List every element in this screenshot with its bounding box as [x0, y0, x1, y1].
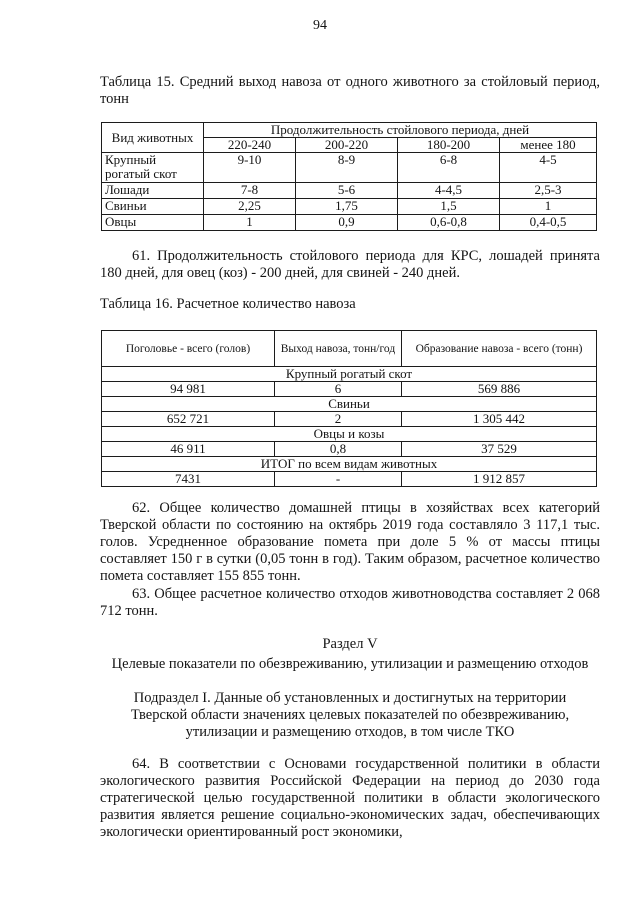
table16-cell: 6 — [275, 382, 402, 397]
table16-cell: 569 886 — [402, 382, 597, 397]
table16-cell: 7431 — [102, 472, 275, 487]
table15-cell: 1,5 — [398, 199, 500, 215]
table16-cell: 46 911 — [102, 442, 275, 457]
table16-cell: 652 721 — [102, 412, 275, 427]
table15-caption: Таблица 15. Средний выход навоза от одного животного за стойловый период, тонн — [100, 74, 600, 107]
table-row — [102, 472, 597, 487]
paragraph-61: 61. Продолжительность стойлового периода для КРС, лошадей принята 180 дней, для овец (коз) - 200 дней, для свиней - 240 дней. — [100, 248, 600, 281]
table15-period: менее 180 — [500, 138, 597, 153]
table16-cell: 0,8 — [275, 442, 402, 457]
table15-cell: 1,75 — [296, 199, 398, 215]
table16 — [101, 330, 597, 487]
table15-cell: 2,25 — [204, 199, 296, 215]
paragraph-64: 64. В соответствии с Основами государственной политики в области экологического развития Российской Федерации на период до 2030 года стратегической целью государственной политики в области экологического развития является решение социально-экономических задач, обеспечивающих экологически ориентированный рост экономики, — [100, 756, 600, 840]
table15-header-period: Продолжительность стойлового периода, дней — [204, 123, 597, 138]
table-row — [102, 412, 597, 427]
table-row — [102, 442, 597, 457]
table15-cell: 6-8 — [398, 153, 500, 183]
table16-cell: - — [275, 472, 402, 487]
table15-cell: 7-8 — [204, 183, 296, 199]
table15-cell: 4-4,5 — [398, 183, 500, 199]
table16-header-herd: Поголовье - всего (голов) — [102, 331, 275, 367]
table15-period: 180-200 — [398, 138, 500, 153]
table15-cell: 8-9 — [296, 153, 398, 183]
table16-cell: 37 529 — [402, 442, 597, 457]
table15-row-name: Свиньи — [102, 199, 204, 215]
table15-row-name: Лошади — [102, 183, 204, 199]
table16-cell: 1 305 442 — [402, 412, 597, 427]
table15-row-name: Крупный рогатый скот — [102, 153, 204, 183]
table15-cell: 0,9 — [296, 215, 398, 231]
paragraph-62: 62. Общее количество домашней птицы в хозяйствах всех категорий Тверской области по состоянию на октябрь 2019 года составляло 3 117,1 тыс. голов. Усредненное образование помета при доле 5 % от массы птицы составляет 150 г в сутки (0,05 тонн в год). Таким образом, расчетное количество помета составляет 155 855 тонн. — [100, 500, 600, 584]
table16-cell: 94 981 — [102, 382, 275, 397]
table15 — [101, 122, 597, 231]
section-label: Раздел V — [322, 636, 378, 652]
table16-cell: 2 — [275, 412, 402, 427]
table15-period: 220-240 — [204, 138, 296, 153]
table-row — [102, 382, 597, 397]
table-row — [102, 153, 597, 183]
table15-cell: 0,6-0,8 — [398, 215, 500, 231]
table15-cell: 0,4-0,5 — [500, 215, 597, 231]
section-title: Целевые показатели по обезвреживанию, утилизации и размещению отходов — [111, 656, 589, 672]
table16-header-yield: Выход навоза, тонн/год — [275, 331, 402, 367]
paragraph-63: 63. Общее расчетное количество отходов животноводства составляет 2 068 712 тонн. — [100, 586, 600, 619]
table15-cell: 1 — [500, 199, 597, 215]
table15-period: 200-220 — [296, 138, 398, 153]
table15-row-name: Овцы — [102, 215, 204, 231]
table15-cell: 2,5-3 — [500, 183, 597, 199]
table15-header-animal: Вид животных — [102, 123, 204, 153]
table15-cell: 1 — [204, 215, 296, 231]
table-row — [102, 215, 597, 231]
table16-section-title: ИТОГ по всем видам животных — [102, 457, 597, 472]
table15-cell: 9-10 — [204, 153, 296, 183]
table16-section-title: Крупный рогатый скот — [102, 367, 597, 382]
table16-cell: 1 912 857 — [402, 472, 597, 487]
table16-section-title: Свиньи — [102, 397, 597, 412]
subsection-title: Подраздел I. Данные об установленных и достигнутых на территории Тверской области значениях целевых показателей по обезвреживанию, утилизации и размещению отходов, в том числе ТКО — [130, 690, 570, 740]
table15-cell: 5-6 — [296, 183, 398, 199]
table16-header-total: Образование навоза - всего (тонн) — [402, 331, 597, 367]
table15-cell: 4-5 — [500, 153, 597, 183]
table16-caption: Таблица 16. Расчетное количество навоза — [100, 296, 356, 312]
table-row — [102, 199, 597, 215]
table-row — [102, 183, 597, 199]
page-number: 94 — [313, 18, 327, 33]
table16-section-title: Овцы и козы — [102, 427, 597, 442]
